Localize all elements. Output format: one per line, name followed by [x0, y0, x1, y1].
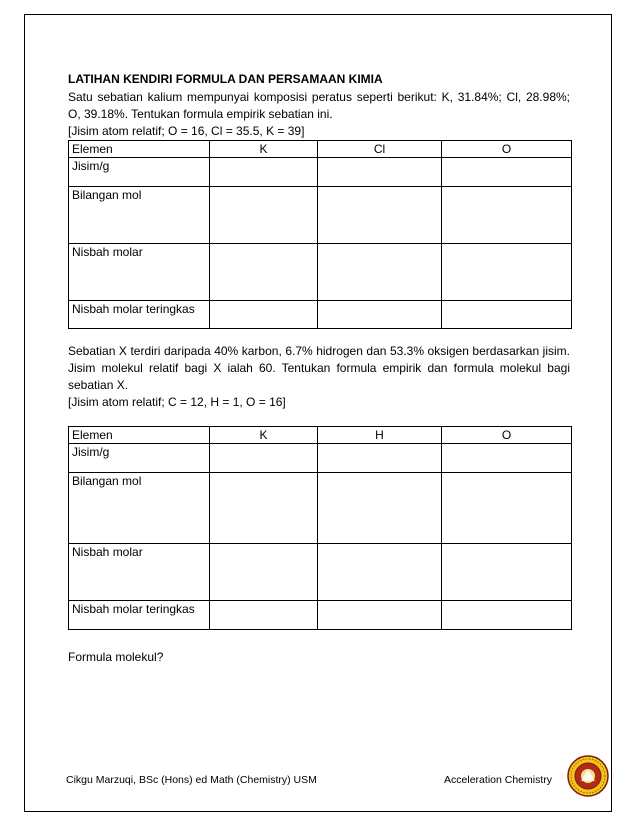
answer-cell[interactable] — [442, 544, 572, 601]
row-label: Nisbah molar — [69, 244, 210, 301]
answer-cell[interactable] — [442, 187, 572, 244]
table-row — [69, 158, 572, 187]
table-row — [69, 473, 572, 544]
header-cell: Elemen — [69, 427, 210, 444]
answer-cell[interactable] — [318, 544, 442, 601]
answer-cell[interactable] — [210, 544, 318, 601]
question-2-text: Sebatian X terdiri daripada 40% karbon, 6.7% hidrogen dan 53.3% oksigen berdasarkan jisim. Jisim molekul relatif bagi X ialah 60. Tentukan formula empirik dan formula molekul bagi sebatian X. — [68, 344, 570, 392]
answer-cell[interactable] — [210, 158, 318, 187]
question-2-table — [68, 426, 572, 630]
answer-cell[interactable] — [318, 187, 442, 244]
header-cell: Elemen — [69, 141, 210, 158]
header-cell: O — [442, 141, 572, 158]
answer-cell[interactable] — [318, 444, 442, 473]
row-label: Bilangan mol — [69, 473, 210, 544]
question-2-atomic-mass: [Jisim atom relatif; C = 12, H = 1, O = 16] — [68, 395, 286, 409]
table-row — [69, 244, 572, 301]
school-crest-icon — [566, 754, 610, 798]
table-row — [69, 301, 572, 329]
question-1-text: Satu sebatian kalium mempunyai komposisi peratus seperti berikut: K, 31.84%; Cl, 28.98%; O, 39.18%. Tentukan formula empirik sebatian ini. — [68, 90, 570, 121]
row-label: Nisbah molar teringkas — [69, 301, 210, 329]
answer-cell[interactable] — [210, 601, 318, 630]
table-header-row — [69, 141, 572, 158]
answer-cell[interactable] — [318, 473, 442, 544]
row-label: Jisim/g — [69, 158, 210, 187]
footer-author: Cikgu Marzuqi, BSc (Hons) ed Math (Chemistry) USM — [66, 774, 317, 786]
answer-cell[interactable] — [210, 187, 318, 244]
answer-cell[interactable] — [318, 301, 442, 329]
worksheet-title: LATIHAN KENDIRI FORMULA DAN PERSAMAAN KIMIA — [68, 72, 383, 86]
table-row — [69, 444, 572, 473]
answer-cell[interactable] — [210, 244, 318, 301]
footer-brand: Acceleration Chemistry — [444, 774, 552, 786]
row-label: Jisim/g — [69, 444, 210, 473]
header-cell: O — [442, 427, 572, 444]
answer-cell[interactable] — [210, 444, 318, 473]
question-1-atomic-mass: [Jisim atom relatif; O = 16, Cl = 35.5, K = 39] — [68, 124, 305, 138]
row-label: Nisbah molar — [69, 544, 210, 601]
answer-cell[interactable] — [210, 301, 318, 329]
answer-cell[interactable] — [442, 601, 572, 630]
question-1-table — [68, 140, 572, 329]
answer-cell[interactable] — [442, 473, 572, 544]
header-cell: K — [210, 427, 318, 444]
worksheet-content — [68, 71, 570, 666]
header-cell: Cl — [318, 141, 442, 158]
header-cell: K — [210, 141, 318, 158]
table-row — [69, 601, 572, 630]
answer-cell[interactable] — [442, 244, 572, 301]
answer-cell[interactable] — [442, 158, 572, 187]
table-row — [69, 544, 572, 601]
table-row — [69, 187, 572, 244]
answer-cell[interactable] — [442, 444, 572, 473]
answer-cell[interactable] — [318, 601, 442, 630]
table-header-row — [69, 427, 572, 444]
row-label: Bilangan mol — [69, 187, 210, 244]
answer-cell[interactable] — [442, 301, 572, 329]
row-label: Nisbah molar teringkas — [69, 601, 210, 630]
answer-cell[interactable] — [318, 158, 442, 187]
header-cell: H — [318, 427, 442, 444]
answer-cell[interactable] — [318, 244, 442, 301]
molecular-formula-question: Formula molekul? — [68, 650, 164, 664]
answer-cell[interactable] — [210, 473, 318, 544]
